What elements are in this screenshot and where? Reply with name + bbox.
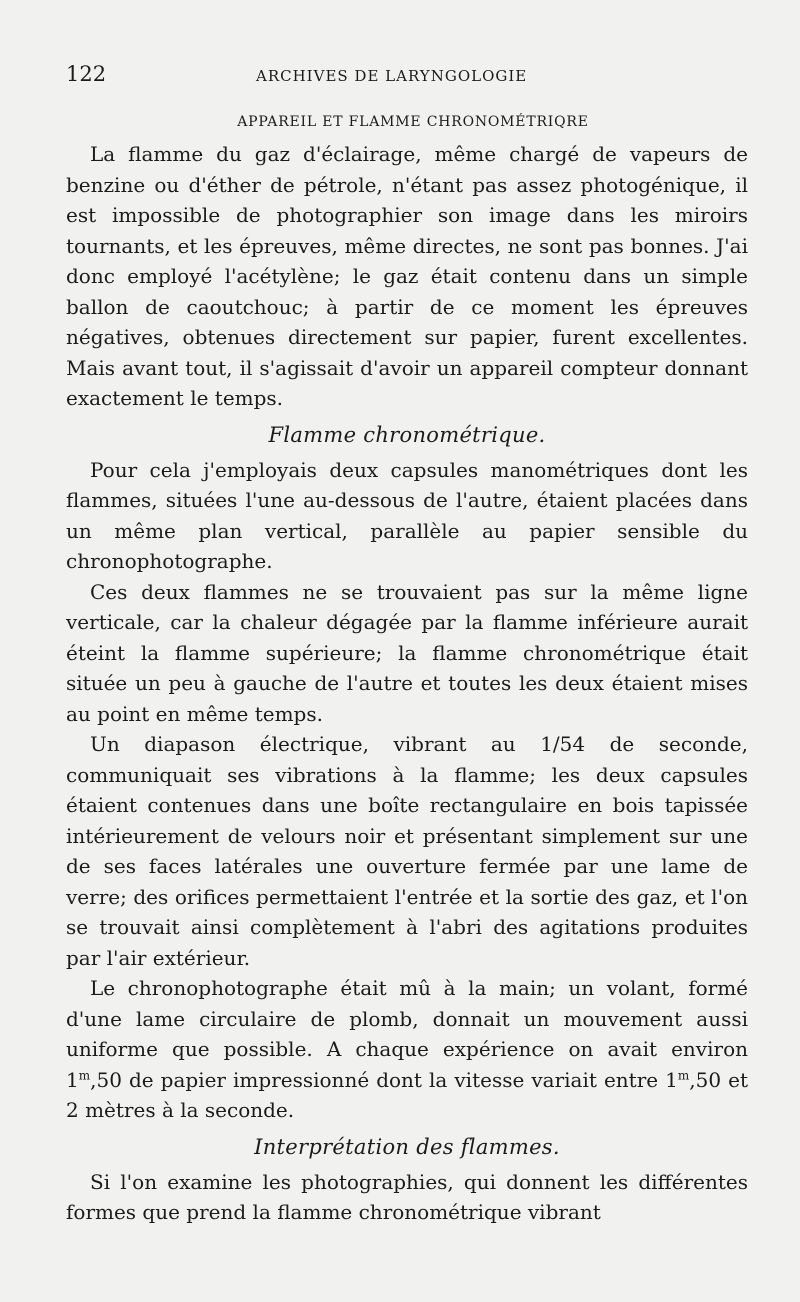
paragraph-4: Un diapason électrique, vibrant au 1/54 de seconde, communiquait ses vibrations à la flamme; les deux capsules étaient contenues dans une boîte rectangulaire en bois tapissée intérieurement de velours noir et présentant simplement sur une de ses faces latérales une ouverture fermée par une lame de verre; des orifices permettaient l'entrée et la sortie des gaz, et l'on se trouvait ainsi complètement à l'abri des agitations produites par l'air extérieur. <box>66 732 748 970</box>
section-heading: APPAREIL ET FLAMME CHRONOMÉTRIQRE <box>237 114 589 130</box>
page-number: 122 <box>66 62 107 86</box>
subheading-flamme-chronometrique: Flamme chronométrique. <box>268 422 546 447</box>
paragraph-3: Ces deux flammes ne se trouvaient pas sur la même ligne verticale, car la chaleur dégagée par la flamme inférieure aurait éteint la flamme supérieure; la flamme chronométrique était située un peu à gauche de l'autre et toutes les deux étaient mises au point en même temps. <box>66 579 748 726</box>
paragraph-5-part-b: ,50 de papier impressionné dont la vitesse variait entre 1 <box>90 1067 678 1092</box>
paragraph-6: Si l'on examine les photographies, qui donnent les différentes formes que prend la flamme chronométrique vibrant <box>66 1169 748 1224</box>
superscript-m-1: m <box>78 1067 91 1082</box>
subheading-interpretation: Interprétation des flammes. <box>254 1134 560 1159</box>
paragraph-5 <box>66 973 748 1126</box>
journal-title: ARCHIVES DE LARYNGOLOGIE <box>256 67 528 85</box>
paragraph-5-part-a: Le chronophotographe était mû à la main; un volant, formé d'une lame circulaire de plomb, donnait un mouvement aussi uniforme que possible. A chaque expérience on avait environ 1 <box>66 976 748 1092</box>
superscript-m-2: m <box>677 1067 690 1082</box>
paragraph-1: La flamme du gaz d'éclairage, même chargé de vapeurs de benzine ou d'éther de pétrole, n'étant pas assez photogénique, il est impossible de photographier son image dans les miroirs tournants, et les épreuves, même directes, ne sont pas bonnes. J'ai donc employé l'acétylène; le gaz était contenu dans un simple ballon de caoutchouc; à partir de ce moment les épreuves négatives, obtenues directement sur papier, furent excellentes. Mais avant tout, il s'agissait d'avoir un appareil compteur donnant exactement le temps. <box>66 142 748 410</box>
paragraph-2: Pour cela j'employais deux capsules manométriques dont les flammes, situées l'une au-dessous de l'autre, étaient placées dans un même plan vertical, parallèle au papier sensible du chronophotographe. <box>66 457 748 573</box>
running-head <box>66 62 748 90</box>
paragraph-5-part-c: ,50 et 2 mètres à la seconde. <box>66 1067 748 1122</box>
